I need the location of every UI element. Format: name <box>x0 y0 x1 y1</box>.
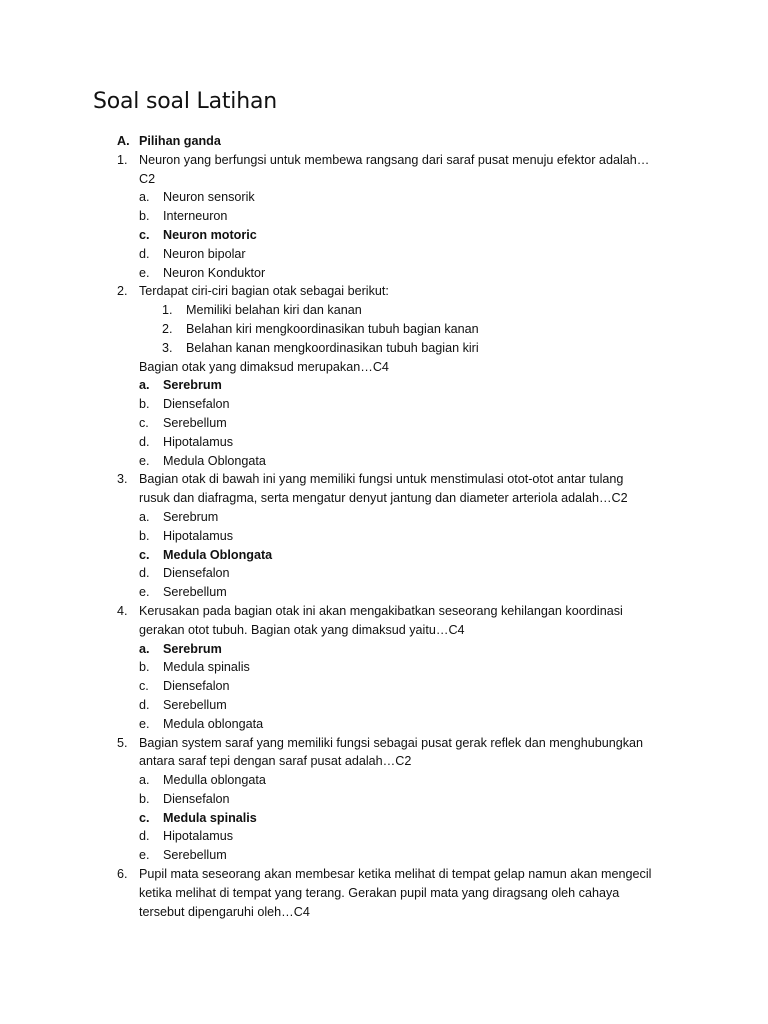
option-letter: e. <box>139 265 150 280</box>
option-letter: d. <box>139 246 150 261</box>
answer-option <box>0 395 768 414</box>
option-text: Diensefalon <box>163 397 230 412</box>
option-letter: b. <box>139 209 150 224</box>
option-letter: e. <box>139 716 150 731</box>
question-text: gerakan otot tubuh. Bagian otak yang dimaksud yaitu…C4 <box>139 622 465 637</box>
question-text: ketika melihat di tempat yang terang. Gerakan pupil mata yang diragsang oleh cahaya <box>139 885 620 900</box>
option-text: Medulla oblongata <box>163 773 266 788</box>
answer-option <box>0 452 768 471</box>
option-letter: d. <box>139 434 150 449</box>
sublist-number: 2. <box>162 321 173 336</box>
answer-option <box>0 207 768 226</box>
answer-option <box>0 245 768 264</box>
question-line <box>0 865 768 884</box>
option-letter: c. <box>139 679 149 694</box>
answer-option <box>0 414 768 433</box>
question-text: rusuk dan diafragma, serta mengatur denyut jantung dan diameter arteriola adalah…C2 <box>139 491 628 506</box>
question-number: 2. <box>117 284 128 299</box>
section-marker: A. <box>117 134 130 148</box>
section-label: Pilihan ganda <box>139 134 221 148</box>
answer-option-correct <box>0 809 768 828</box>
option-letter: c. <box>139 415 149 430</box>
sublist-text: Memiliki belahan kiri dan kanan <box>186 303 362 318</box>
option-letter: b. <box>139 791 150 806</box>
option-letter: c. <box>139 547 150 562</box>
answer-option-correct <box>0 226 768 245</box>
answer-option-correct <box>0 640 768 659</box>
question-text: tersebut dipengaruhi oleh…C4 <box>139 904 310 919</box>
question-text: Bagian otak di bawah ini yang memiliki fungsi untuk menstimulasi otot-otot antar tulang <box>139 472 624 487</box>
question-line <box>0 170 768 189</box>
option-letter: b. <box>139 660 150 675</box>
option-text: Medula Oblongata <box>163 547 273 562</box>
answer-option <box>0 583 768 602</box>
answer-option <box>0 696 768 715</box>
answer-option <box>0 188 768 207</box>
option-text: Interneuron <box>163 209 228 224</box>
option-text: Serebellum <box>163 697 227 712</box>
question-text: antara saraf tepi dengan saraf pusat adalah…C2 <box>139 754 412 769</box>
question-line <box>0 602 768 621</box>
question-text: Bagian otak yang dimaksud merupakan…C4 <box>139 359 389 374</box>
option-text: Diensefalon <box>163 679 230 694</box>
answer-option <box>0 433 768 452</box>
option-letter: e. <box>139 585 150 600</box>
answer-option <box>0 677 768 696</box>
question-text: C2 <box>139 171 156 186</box>
question-line <box>0 752 768 771</box>
question-line <box>0 884 768 903</box>
option-text: Serebellum <box>163 415 227 430</box>
question-line <box>0 903 768 922</box>
question-text: Terdapat ciri-ciri bagian otak sebagai berikut: <box>139 284 389 299</box>
option-letter: b. <box>139 528 150 543</box>
option-letter: a. <box>139 378 150 393</box>
option-text: Serebellum <box>163 585 227 600</box>
answer-option <box>0 846 768 865</box>
question-line <box>0 470 768 489</box>
question-text: Bagian system saraf yang memiliki fungsi sebagai pusat gerak reflek dan menghubungkan <box>139 735 644 750</box>
option-letter: d. <box>139 829 150 844</box>
option-text: Serebrum <box>163 378 222 393</box>
question-text: Kerusakan pada bagian otak ini akan mengakibatkan seseorang kehilangan koordinasi <box>139 603 623 618</box>
answer-option <box>0 827 768 846</box>
option-letter: a. <box>139 641 150 656</box>
answer-option <box>0 508 768 527</box>
question-number: 5. <box>117 735 128 750</box>
option-text: Neuron motoric <box>163 227 257 242</box>
answer-option-correct <box>0 376 768 395</box>
option-text: Hipotalamus <box>163 829 233 844</box>
question-number: 3. <box>117 472 128 487</box>
answer-option <box>0 564 768 583</box>
answer-option <box>0 527 768 546</box>
option-letter: a. <box>139 190 150 205</box>
option-letter: c. <box>139 810 150 825</box>
sublist-item <box>0 339 768 358</box>
sublist-item <box>0 320 768 339</box>
answer-option <box>0 715 768 734</box>
document-body <box>0 132 768 921</box>
option-text: Medula Oblongata <box>163 453 266 468</box>
option-text: Serebrum <box>163 509 219 524</box>
question-line <box>0 621 768 640</box>
option-letter: c. <box>139 227 150 242</box>
option-text: Medula spinalis <box>163 660 250 675</box>
sublist-number: 3. <box>162 340 173 355</box>
option-letter: e. <box>139 848 150 863</box>
question-number: 6. <box>117 867 128 882</box>
option-letter: e. <box>139 453 150 468</box>
page-title: Soal soal Latihan <box>93 89 277 114</box>
option-text: Serebellum <box>163 848 227 863</box>
option-text: Hipotalamus <box>163 434 233 449</box>
option-text: Medula oblongata <box>163 716 264 731</box>
option-letter: a. <box>139 773 150 788</box>
option-text: Neuron sensorik <box>163 190 255 205</box>
sublist-text: Belahan kanan mengkoordinasikan tubuh bagian kiri <box>186 340 479 355</box>
sublist-text: Belahan kiri mengkoordinasikan tubuh bagian kanan <box>186 321 479 336</box>
section-heading <box>0 132 768 151</box>
option-letter: d. <box>139 697 150 712</box>
option-text: Hipotalamus <box>163 528 233 543</box>
option-letter: a. <box>139 509 150 524</box>
sublist-number: 1. <box>162 303 173 318</box>
question-number: 4. <box>117 603 128 618</box>
option-text: Diensefalon <box>163 791 230 806</box>
answer-option <box>0 264 768 283</box>
question-line <box>0 734 768 753</box>
option-text: Serebrum <box>163 641 222 656</box>
answer-option <box>0 771 768 790</box>
option-text: Medula spinalis <box>163 810 257 825</box>
option-text: Diensefalon <box>163 566 230 581</box>
answer-option-correct <box>0 546 768 565</box>
option-letter: d. <box>139 566 150 581</box>
question-number: 1. <box>117 152 128 167</box>
sublist-item <box>0 301 768 320</box>
answer-option <box>0 790 768 809</box>
question-line <box>0 282 768 301</box>
question-text: Neuron yang berfungsi untuk membewa rangsang dari saraf pusat menuju efektor adalah… <box>139 152 650 167</box>
option-text: Neuron bipolar <box>163 246 246 261</box>
question-line <box>0 489 768 508</box>
question-text: Pupil mata seseorang akan membesar ketika melihat di tempat gelap namun akan mengecil <box>139 867 652 882</box>
question-line <box>0 358 768 377</box>
answer-option <box>0 658 768 677</box>
option-letter: b. <box>139 397 150 412</box>
option-text: Neuron Konduktor <box>163 265 266 280</box>
question-line <box>0 151 768 170</box>
